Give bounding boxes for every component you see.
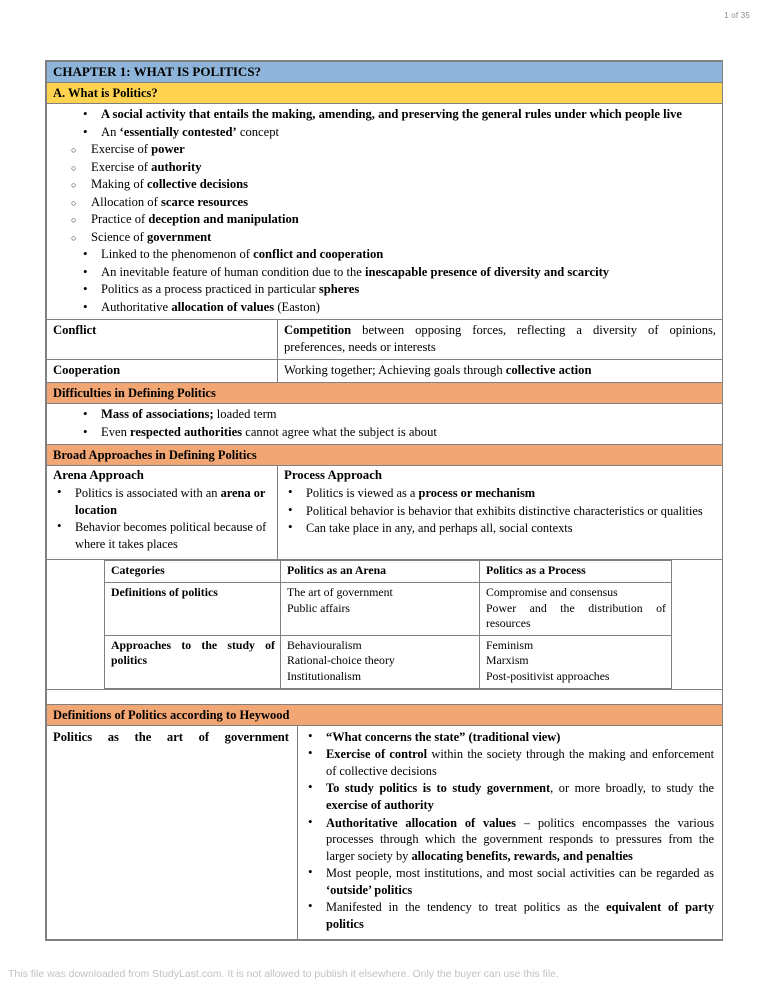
table-row bbox=[47, 320, 723, 360]
cell-line: The art of government bbox=[287, 584, 393, 599]
what-is-politics-block bbox=[47, 104, 723, 320]
table-row bbox=[105, 635, 672, 688]
list-item: • Mass of associations; loaded term bbox=[55, 406, 714, 424]
process-approach-cell bbox=[278, 466, 723, 560]
chapter-banner: CHAPTER 1: WHAT IS POLITICS? bbox=[47, 62, 723, 83]
list-item: • A social activity that entails the making, amending, and preserving the general rules under which people live bbox=[55, 106, 714, 124]
table-row bbox=[47, 383, 723, 404]
cell-line: Marxism bbox=[486, 653, 529, 668]
row-category: Definitions of politics bbox=[105, 582, 281, 635]
notes-document bbox=[45, 60, 723, 941]
table-row bbox=[47, 83, 723, 104]
table-row bbox=[47, 62, 723, 83]
table-row bbox=[47, 445, 723, 466]
cooperation-term: Cooperation bbox=[47, 360, 278, 383]
list-item: • To study politics is to study government, or more broadly, to study the exercise of authority bbox=[300, 780, 714, 813]
heywood-row-label: Politics as the art of government bbox=[47, 725, 298, 939]
list-item: • Politics as a process practiced in particular spheres bbox=[55, 281, 714, 299]
difficulties-banner: Difficulties in Defining Politics bbox=[47, 383, 723, 404]
heywood-list bbox=[300, 729, 714, 933]
list-item: • Manifested in the tendency to treat politics as the equivalent of party politics bbox=[300, 899, 714, 932]
list-item: • Even respected authorities cannot agree what the subject is about bbox=[55, 424, 714, 442]
list-item: • Can take place in any, and perhaps all, social contexts bbox=[280, 520, 715, 537]
column-header: Politics as a Process bbox=[480, 561, 672, 583]
page-indicator: 1 of 35 bbox=[724, 11, 750, 20]
table-row bbox=[47, 704, 723, 725]
arena-approach-body bbox=[47, 485, 277, 559]
list-item: • Most people, most institutions, and most social activities can be regarded as ‘outside’ politics bbox=[300, 865, 714, 898]
cell-line: Institutionalism bbox=[287, 668, 362, 683]
list-item: • Politics is associated with an arena or location bbox=[49, 485, 270, 518]
cell-arena bbox=[281, 582, 480, 635]
column-header: Politics as an Arena bbox=[281, 561, 480, 583]
sub-list-item: ○ Exercise of authority bbox=[55, 159, 714, 177]
what-is-politics-list bbox=[55, 106, 714, 316]
cell-line: Behaviouralism bbox=[287, 637, 362, 652]
outline-table bbox=[46, 61, 723, 940]
arena-approach-cell bbox=[47, 466, 278, 560]
sub-list-item: ○ Allocation of scarce resources bbox=[55, 194, 714, 212]
heywood-row-content bbox=[298, 725, 723, 939]
table-row bbox=[105, 582, 672, 635]
list-item: • An ‘essentially contested’ concept bbox=[55, 124, 714, 142]
cell-line: Power and the distribution of resources bbox=[486, 600, 666, 631]
list-item: • Authoritative allocation of values – politics encompasses the various processes through which the government responds to pressures from the larger society by allocating benefits, rewards, and penalties bbox=[300, 815, 714, 865]
process-approach-title: Process Approach bbox=[284, 468, 382, 482]
conflict-term: Conflict bbox=[47, 320, 278, 360]
heywood-banner: Definitions of Politics according to Heywood bbox=[47, 704, 723, 725]
table-row bbox=[47, 360, 723, 383]
sub-list-item: ○ Making of collective decisions bbox=[55, 176, 714, 194]
process-approach-body bbox=[278, 485, 722, 544]
cell-process bbox=[480, 635, 672, 688]
download-notice: This file was downloaded from StudyLast.com. It is not allowed to publish it elsewhere. Only the buyer can use this file. bbox=[8, 968, 559, 980]
list-item: • Politics is viewed as a process or mechanism bbox=[280, 485, 715, 502]
row-category: Approaches to the study of politics bbox=[105, 635, 281, 688]
cell-line: Compromise and consensus bbox=[486, 584, 618, 599]
cell-line: Rational-choice theory bbox=[287, 653, 395, 668]
cooperation-definition: Working together; Achieving goals through collective action bbox=[278, 360, 723, 383]
list-item: • “What concerns the state” (traditional view) bbox=[300, 729, 714, 746]
table-row bbox=[47, 725, 723, 939]
list-item: • Behavior becomes political because of where it takes places bbox=[49, 519, 270, 552]
cell-process bbox=[480, 582, 672, 635]
arena-approach-title: Arena Approach bbox=[53, 468, 144, 482]
list-item: • Exercise of control within the society through the making and enforcement of collective decisions bbox=[300, 746, 714, 779]
list-item: • An inevitable feature of human condition due to the inescapable presence of diversity and scarcity bbox=[55, 264, 714, 282]
cell-line: Feminism bbox=[486, 637, 534, 652]
difficulties-block bbox=[47, 404, 723, 445]
comparison-table bbox=[104, 560, 672, 688]
table-row bbox=[47, 560, 723, 689]
comparison-table-wrapper bbox=[47, 560, 723, 689]
difficulties-list bbox=[55, 406, 714, 441]
column-header: Categories bbox=[105, 561, 281, 583]
sub-list-container bbox=[55, 141, 714, 246]
sub-list-item: ○ Practice of deception and manipulation bbox=[55, 211, 714, 229]
arena-approach-list bbox=[49, 485, 270, 552]
table-row bbox=[47, 466, 723, 560]
table-row bbox=[47, 404, 723, 445]
process-approach-list bbox=[280, 485, 715, 537]
spacer-cell bbox=[47, 689, 723, 704]
cell-line: Public affairs bbox=[287, 600, 351, 615]
section-a-banner: A. What is Politics? bbox=[47, 83, 723, 104]
table-row bbox=[47, 104, 723, 320]
list-item: • Political behavior is behavior that exhibits distinctive characteristics or qualities bbox=[280, 503, 715, 520]
table-row bbox=[47, 689, 723, 704]
sub-list bbox=[55, 141, 714, 246]
list-item: • Linked to the phenomenon of conflict and cooperation bbox=[55, 246, 714, 264]
sub-list-item: ○ Science of government bbox=[55, 229, 714, 247]
conflict-definition: Competition between opposing forces, reflecting a diversity of opinions, preferences, needs or interests bbox=[278, 320, 723, 360]
broad-approaches-banner: Broad Approaches in Defining Politics bbox=[47, 445, 723, 466]
sub-list-item: ○ Exercise of power bbox=[55, 141, 714, 159]
list-item: • Authoritative allocation of values (Easton) bbox=[55, 299, 714, 317]
table-header-row bbox=[105, 561, 672, 583]
cell-arena bbox=[281, 635, 480, 688]
cell-line: Post-positivist approaches bbox=[486, 668, 610, 683]
